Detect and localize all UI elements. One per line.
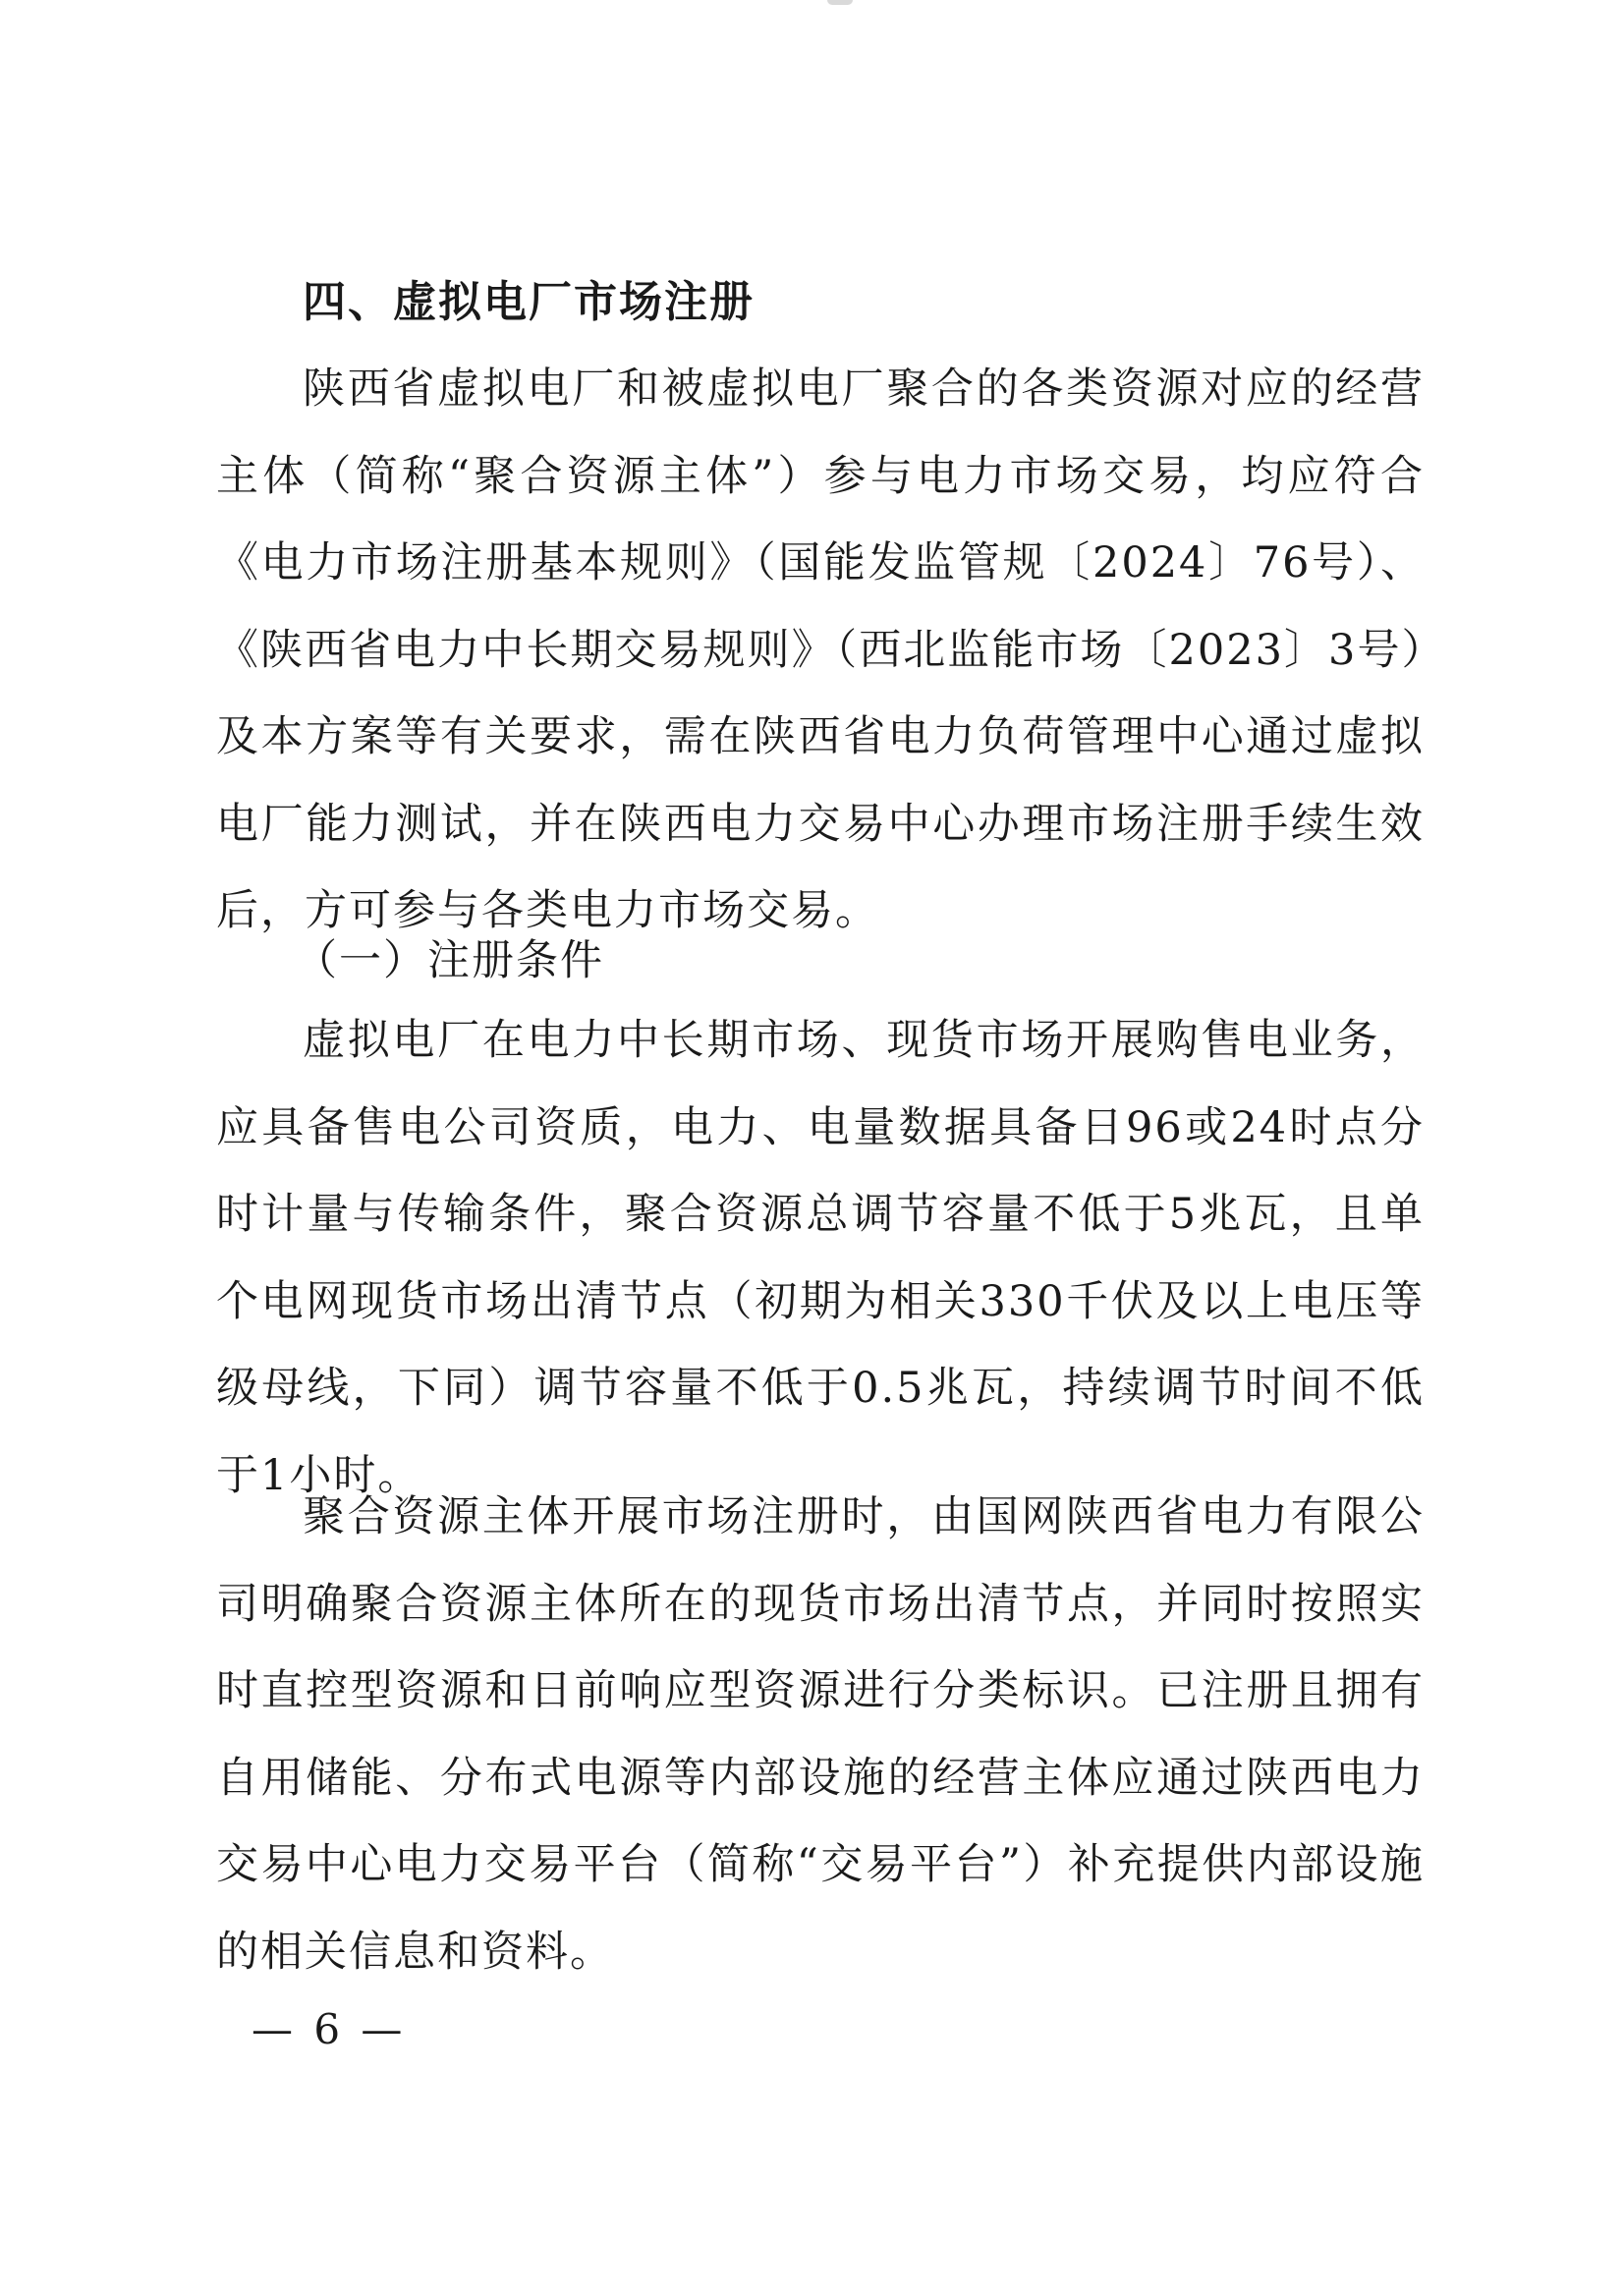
- registration-conditions-paragraph-1: 虚拟电厂在电力中长期市场、现货市场开展购售电业务，应具备售电公司资质，电力、电量数据具备日96或24时点分时计量与传输条件，聚合资源总调节容量不低于5兆瓦，且单个电网现货市场出清节点（初期为相关330千伏及以上电压等级母线，下同）调节容量不低于0.5兆瓦，持续调节时间不低于1小时。: [216, 1016, 1425, 1500]
- subsection-heading: （一）注册条件: [295, 936, 604, 985]
- registration-conditions-paragraph-2: 聚合资源主体开展市场注册时，由国网陕西省电力有限公司明确聚合资源主体所在的现货市场出清节点，并同时按照实时直控型资源和日前响应型资源进行分类标识。已注册且拥有自用储能、分布式电源等内部设施的经营主体应通过陕西电力交易中心电力交易平台（简称“交易平台”）补充提供内部设施的相关信息和资料。: [216, 1492, 1425, 1977]
- section-heading: 四、虚拟电厂市场注册: [303, 277, 755, 327]
- intro-paragraph: 陕西省虚拟电厂和被虚拟电厂聚合的各类资源对应的经营主体（简称“聚合资源主体”）参与电力市场交易，均应符合《电力市场注册基本规则》（国能发监管规〔2024〕76号）、《陕西省电力中长期交易规则》（西北监能市场〔2023〕3号）及本方案等有关要求，需在陕西省电力负荷管理中心通过虚拟电厂能力测试，并在陕西电力交易中心办理市场注册手续生效后，方可参与各类电力市场交易。: [216, 364, 1425, 935]
- page-number: — 6 —: [252, 2005, 407, 2053]
